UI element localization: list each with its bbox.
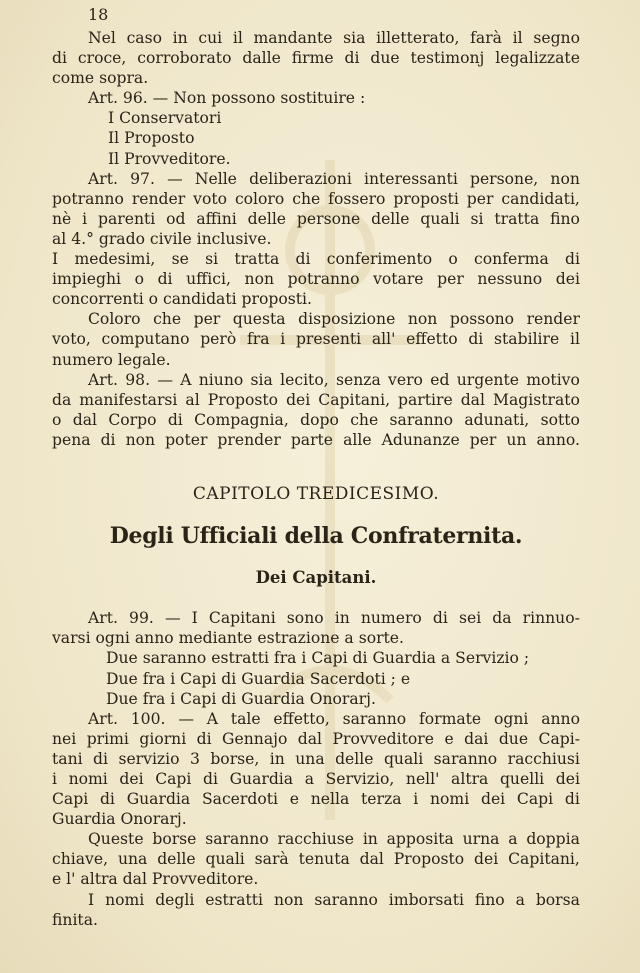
article-98 — [52, 370, 580, 450]
text-line: i nomi dei Capi di Guardia a Servizio, nell' altra quelli dei — [52, 770, 580, 788]
text-line: Coloro che per questa disposizione non possono render — [88, 310, 580, 329]
text-line: Art. 99. — I Capitani sono in numero di sei da rinnuo- — [88, 609, 580, 628]
section-subtitle: Dei Capitani. — [255, 568, 377, 588]
text-line: o dal Corpo di Compagnia, dopo che saranno adunati, sotto — [52, 410, 580, 429]
list-item: Due fra i Capi di Guardia Onorarj. — [106, 689, 376, 708]
list-item: I Conservatori — [108, 109, 222, 128]
text-line: di croce, corroborato dalle firme di due testimonj legalizzate — [52, 49, 580, 68]
text-line: Nel caso in cui il mandante sia illetterato, farà il segno — [88, 29, 580, 47]
text-line: potranno render voto coloro che fossero proposti per candidati, — [52, 189, 580, 208]
text-line: e l' altra dal Provveditore. — [52, 870, 259, 889]
text-line: Art. 100. — A tale effetto, saranno formate ogni anno — [88, 709, 580, 728]
text-line: nè i parenti od affini delle persone delle quali si tratta fino — [52, 209, 580, 228]
list-item: Due fra i Capi di Guardia Sacerdoti ; e — [106, 669, 411, 688]
article-100 — [52, 709, 580, 830]
text-line: come sopra. — [52, 69, 149, 88]
article-96 — [52, 88, 580, 168]
text-line: numero legale. — [52, 350, 171, 369]
text-line: Queste borse saranno racchiuse in apposita urna a doppia — [88, 830, 580, 849]
paragraph-borse — [52, 829, 580, 889]
page-number: 18 — [88, 5, 109, 24]
text-line: Capi di Guardia Sacerdoti e nella terza i nomi dei Capi di — [52, 790, 580, 809]
text-line: al 4.° grado civile inclusive. — [52, 229, 272, 248]
list-item: Il Proposto — [108, 129, 195, 148]
paragraph-medesimi — [52, 249, 580, 309]
text-line: finita. — [52, 910, 98, 929]
text-line: voto, computano però fra i presenti all' effetto di stabilire il — [52, 330, 580, 349]
list-item: Il Provveditore. — [108, 149, 231, 168]
paragraph-illetterato — [52, 28, 580, 88]
text-line: da manifestarsi al Proposto dei Capitani, partire dal Magistrato — [52, 390, 580, 409]
list-item: Due saranno estratti fra i Capi di Guardia a Servizio ; — [106, 649, 530, 668]
text-line: concorrenti o candidati proposti. — [52, 290, 312, 309]
chapter-heading: CAPITOLO TREDICESIMO. — [192, 483, 440, 504]
text-line: pena di non poter prender parte alle Adunanze per un anno. — [52, 430, 580, 449]
section-title: Degli Ufficiali della Confraternita. — [109, 523, 523, 550]
page-body — [52, 4, 580, 930]
article-heading: Art. 96. — Non possono sostituire : — [88, 89, 366, 108]
article-99 — [52, 608, 580, 708]
text-line: impieghi o di uffici, non potranno votare per nessuno dei — [52, 270, 580, 289]
text-line: Guardia Onorarj. — [52, 810, 187, 829]
paragraph-nomi — [52, 890, 580, 930]
text-line: chiave, una delle quali sarà tenuta dal Proposto dei Capitani, — [52, 850, 580, 869]
paragraph-coloro — [52, 309, 580, 369]
text-line: I nomi degli estratti non saranno imborsati fino a borsa — [88, 890, 580, 909]
text-line: nei primi giorni di Gennajo dal Provveditore e dai due Capi- — [52, 729, 580, 748]
text-line: Art. 97. — Nelle deliberazioni interessanti persone, non — [88, 169, 580, 188]
text-line: tani di servizio 3 borse, in una delle quali saranno racchiusi — [52, 749, 580, 768]
text-line: Art. 98. — A niuno sia lecito, senza vero ed urgente motivo — [88, 370, 580, 389]
text-line: varsi ogni anno mediante estrazione a sorte. — [52, 629, 404, 648]
article-97 — [52, 169, 580, 249]
text-line: I medesimi, se si tratta di conferimento o conferma di — [52, 250, 580, 269]
